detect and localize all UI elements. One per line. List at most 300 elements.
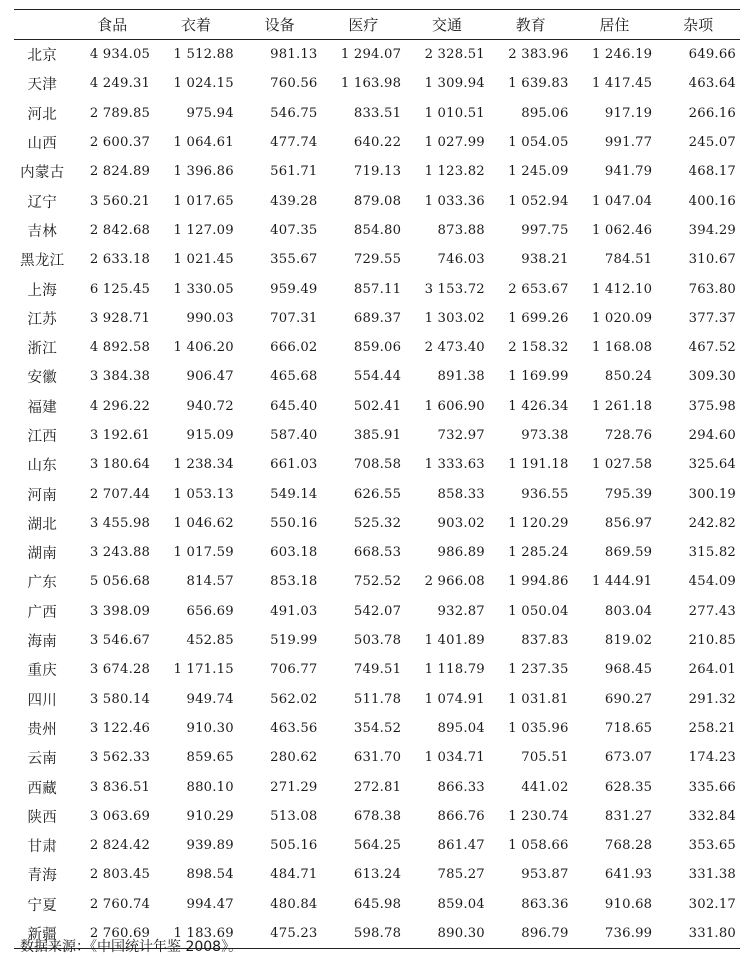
value-cell: 859.06	[353, 340, 402, 356]
table-row	[14, 479, 740, 508]
value-cell: 2 803.45	[89, 867, 151, 883]
value-cell: 549.14	[270, 486, 318, 502]
value-cell: 502.41	[353, 398, 402, 414]
value-cell: 468.17	[688, 164, 736, 180]
value-cell: 6 125.45	[89, 281, 151, 297]
value-cell: 309.30	[688, 369, 736, 385]
header-cell: 食品	[70, 10, 154, 40]
consumption-table	[14, 9, 740, 949]
value-cell: 2 789.85	[89, 105, 151, 121]
table-row	[14, 392, 740, 421]
value-cell: 859.65	[186, 750, 234, 766]
table-row	[14, 538, 740, 567]
region-name: 广东	[27, 575, 57, 592]
region-name: 西藏	[27, 780, 57, 797]
value-cell: 1 050.04	[508, 603, 569, 619]
value-cell: 1 062.46	[591, 222, 653, 238]
value-cell: 784.51	[604, 252, 653, 268]
table-row	[14, 597, 740, 626]
value-cell: 850.24	[604, 369, 653, 385]
value-cell: 895.04	[437, 720, 485, 736]
value-cell: 861.47	[437, 838, 485, 854]
table-row	[14, 802, 740, 831]
value-cell: 3 455.98	[89, 515, 151, 531]
value-cell: 439.28	[270, 193, 318, 209]
value-cell: 400.16	[688, 193, 736, 209]
header-cell: 设备	[238, 10, 322, 40]
value-cell: 3 562.33	[89, 750, 151, 766]
region-name: 贵州	[27, 721, 57, 738]
table-row	[14, 685, 740, 714]
value-cell: 2 966.08	[424, 574, 485, 590]
value-cell: 1 426.34	[508, 398, 569, 414]
value-cell: 866.76	[437, 808, 485, 824]
value-cell: 866.33	[437, 779, 485, 795]
value-cell: 1 047.04	[591, 193, 653, 209]
value-cell: 1 309.94	[424, 76, 485, 92]
region-name: 江西	[27, 429, 57, 445]
value-cell: 831.27	[604, 808, 653, 824]
value-cell: 2 760.69	[70, 919, 154, 949]
data-source-note: 数据来源：《中国统计年鉴 2008》。	[20, 939, 243, 955]
value-cell: 1 054.05	[508, 135, 569, 151]
value-cell: 854.80	[353, 222, 402, 238]
value-cell: 1 261.18	[591, 398, 653, 414]
value-cell: 910.29	[186, 808, 234, 824]
value-cell: 513.08	[270, 808, 318, 824]
value-cell: 1 606.90	[424, 398, 485, 414]
value-cell: 645.98	[353, 896, 402, 912]
value-cell: 2 328.51	[424, 47, 485, 63]
value-cell: 837.83	[521, 633, 569, 649]
value-cell: 628.35	[604, 779, 653, 795]
value-cell: 511.78	[353, 691, 402, 707]
table-row	[14, 99, 740, 128]
value-cell: 649.66	[688, 47, 736, 63]
region-name: 海南	[27, 634, 57, 651]
header-cell: 杂项	[656, 10, 740, 40]
value-cell: 1 401.89	[424, 633, 485, 649]
value-cell: 1 034.71	[424, 750, 485, 766]
value-cell: 873.88	[437, 222, 485, 238]
value-cell: 1 303.02	[424, 310, 485, 326]
value-cell: 1 058.66	[508, 838, 569, 854]
table-row	[14, 421, 740, 450]
value-cell: 1 191.18	[508, 457, 569, 473]
value-cell: 2 824.42	[89, 838, 151, 854]
table-row	[14, 245, 740, 274]
value-cell: 1 994.86	[508, 574, 569, 590]
region-name: 重庆	[27, 663, 57, 680]
value-cell: 645.40	[270, 398, 318, 414]
value-cell: 1 035.96	[508, 720, 569, 736]
header-cell: 教育	[489, 10, 573, 40]
value-cell: 729.55	[353, 252, 402, 268]
header-cell: 交通	[405, 10, 489, 40]
value-cell: 550.16	[270, 515, 318, 531]
table-row	[14, 655, 740, 684]
table-row	[14, 186, 740, 215]
region-name: 山东	[27, 458, 57, 475]
consumption-table-container	[14, 9, 740, 949]
region-name: 山西	[27, 136, 57, 153]
value-cell: 640.22	[353, 135, 402, 151]
region-name: 浙江	[27, 341, 57, 358]
value-cell: 2 707.44	[89, 486, 151, 502]
value-cell: 898.54	[186, 867, 234, 883]
value-cell: 475.23	[238, 919, 322, 949]
value-cell: 564.25	[353, 838, 402, 854]
value-cell: 879.08	[353, 193, 402, 209]
value-cell: 1 027.99	[424, 135, 485, 151]
value-cell: 467.52	[688, 340, 736, 356]
table-row	[14, 743, 740, 772]
value-cell: 973.38	[521, 428, 569, 443]
value-cell: 668.53	[353, 545, 402, 561]
table-row	[14, 714, 740, 743]
value-cell: 949.74	[186, 691, 234, 707]
table-row	[14, 128, 740, 157]
value-cell: 587.40	[270, 428, 318, 443]
region-name: 宁夏	[27, 897, 57, 914]
value-cell: 2 633.18	[89, 252, 151, 268]
value-cell: 746.03	[437, 252, 485, 268]
value-cell: 3 560.21	[89, 193, 151, 209]
value-cell: 210.85	[688, 633, 736, 649]
value-cell: 990.03	[186, 310, 234, 326]
table-row	[14, 831, 740, 860]
value-cell: 689.37	[353, 310, 402, 326]
value-cell: 310.67	[688, 252, 736, 268]
value-cell: 856.97	[604, 515, 653, 531]
value-cell: 1 053.13	[173, 486, 234, 502]
value-cell: 706.77	[270, 662, 318, 678]
value-cell: 465.68	[270, 369, 318, 385]
value-cell: 505.16	[270, 838, 318, 854]
value-cell: 895.06	[521, 105, 569, 121]
value-cell: 3 836.51	[89, 779, 151, 795]
value-cell: 1 163.98	[340, 76, 402, 92]
value-cell: 903.02	[437, 515, 485, 531]
value-cell: 1 639.83	[508, 76, 569, 92]
value-cell: 3 928.71	[89, 310, 151, 326]
value-cell: 910.30	[186, 720, 234, 736]
value-cell: 666.02	[270, 340, 318, 356]
region-name: 青海	[27, 868, 57, 885]
value-cell: 280.62	[270, 750, 318, 766]
value-cell: 1 246.19	[591, 47, 653, 63]
value-cell: 719.13	[353, 164, 402, 180]
value-cell: 2 473.40	[424, 340, 485, 356]
region-name: 江苏	[27, 311, 57, 328]
value-cell: 673.07	[604, 750, 653, 766]
header-region-column	[14, 10, 70, 40]
value-cell: 258.21	[688, 720, 736, 736]
header-cell: 医疗	[322, 10, 406, 40]
value-cell: 1 052.94	[508, 193, 569, 209]
value-cell: 941.79	[604, 164, 653, 180]
value-cell: 768.28	[604, 838, 653, 854]
value-cell: 975.94	[186, 105, 234, 121]
value-cell: 463.56	[270, 720, 318, 736]
value-cell: 1 127.09	[173, 222, 234, 238]
value-cell: 728.76	[604, 428, 653, 443]
region-name: 湖南	[27, 546, 57, 563]
value-cell: 291.32	[688, 691, 736, 707]
value-cell: 661.03	[270, 457, 318, 473]
value-cell: 3 063.69	[89, 808, 151, 824]
value-cell: 1 245.09	[508, 164, 569, 180]
table-row	[14, 69, 740, 98]
value-cell: 441.02	[521, 779, 569, 795]
value-cell: 1 230.74	[508, 808, 569, 824]
value-cell: 932.87	[437, 603, 485, 619]
value-cell: 332.84	[688, 808, 736, 824]
value-cell: 814.57	[186, 574, 234, 590]
region-name: 辽宁	[27, 194, 57, 211]
table-row	[14, 450, 740, 479]
region-name: 北京	[27, 48, 57, 65]
value-cell: 2 842.68	[89, 222, 151, 238]
value-cell: 3 398.09	[89, 603, 151, 619]
value-cell: 2 158.32	[508, 340, 569, 356]
region-name: 福建	[27, 399, 57, 416]
value-cell: 953.87	[521, 867, 569, 883]
value-cell: 353.65	[688, 838, 736, 854]
value-cell: 896.79	[489, 919, 573, 949]
region-name: 河北	[27, 106, 57, 123]
value-cell: 3 243.88	[89, 545, 151, 561]
region-name: 内蒙古	[20, 165, 65, 182]
value-cell: 1 237.35	[508, 662, 569, 678]
value-cell: 454.09	[688, 574, 736, 590]
value-cell: 1 024.15	[173, 76, 234, 92]
value-cell: 1 046.62	[173, 515, 234, 531]
value-cell: 997.75	[521, 222, 569, 238]
value-cell: 377.37	[688, 310, 736, 326]
value-cell: 656.69	[186, 603, 234, 619]
value-cell: 1 406.20	[173, 340, 234, 356]
table-row	[14, 216, 740, 245]
value-cell: 3 674.28	[89, 662, 151, 678]
value-cell: 335.66	[688, 779, 736, 795]
value-cell: 1 699.26	[508, 310, 569, 326]
value-cell: 1 120.29	[508, 515, 569, 531]
value-cell: 1 238.34	[173, 457, 234, 473]
value-cell: 1 010.51	[424, 105, 485, 121]
value-cell: 562.02	[270, 691, 318, 707]
value-cell: 991.77	[604, 135, 653, 151]
value-cell: 863.36	[521, 896, 569, 912]
value-cell: 707.31	[270, 310, 318, 326]
value-cell: 554.44	[353, 369, 402, 385]
value-cell: 1 027.58	[591, 457, 653, 473]
value-cell: 1 033.36	[424, 193, 485, 209]
value-cell: 2 653.67	[508, 281, 569, 297]
region-name: 陕西	[27, 809, 57, 826]
table-row	[14, 509, 740, 538]
value-cell: 331.80	[656, 919, 740, 949]
value-cell: 407.35	[270, 222, 318, 238]
value-cell: 906.47	[186, 369, 234, 385]
region-name: 新疆	[14, 919, 70, 949]
value-cell: 542.07	[353, 603, 402, 619]
value-cell: 4 296.22	[89, 398, 151, 414]
value-cell: 858.33	[437, 486, 485, 502]
value-cell: 613.24	[353, 867, 402, 883]
value-cell: 785.27	[437, 867, 485, 883]
region-name: 广西	[27, 604, 57, 621]
table-body	[14, 40, 740, 949]
value-cell: 519.99	[270, 633, 318, 649]
value-cell: 981.13	[270, 47, 318, 63]
value-cell: 3 122.46	[89, 720, 151, 736]
value-cell: 5 056.68	[89, 574, 151, 590]
value-cell: 859.04	[437, 896, 485, 912]
value-cell: 1 512.88	[173, 47, 234, 63]
value-cell: 1 183.69	[154, 919, 238, 949]
value-cell: 1 031.81	[508, 691, 569, 707]
value-cell: 880.10	[186, 779, 234, 795]
value-cell: 938.21	[521, 252, 569, 268]
value-cell: 546.75	[270, 105, 318, 121]
value-cell: 1 017.65	[173, 193, 234, 209]
region-name: 四川	[27, 692, 57, 709]
table-row	[14, 772, 740, 801]
value-cell: 3 580.14	[89, 691, 151, 707]
value-cell: 385.91	[353, 428, 402, 443]
value-cell: 272.81	[353, 779, 402, 795]
value-cell: 1 118.79	[424, 662, 485, 678]
value-cell: 910.68	[604, 896, 653, 912]
value-cell: 1 168.08	[591, 340, 653, 356]
value-cell: 1 285.24	[508, 545, 569, 561]
value-cell: 1 330.05	[173, 281, 234, 297]
value-cell: 603.18	[270, 545, 318, 561]
value-cell: 915.09	[186, 428, 234, 443]
value-cell: 803.04	[604, 603, 653, 619]
value-cell: 4 249.31	[89, 76, 151, 92]
value-cell: 598.78	[322, 919, 406, 949]
value-cell: 890.30	[405, 919, 489, 949]
table-row	[14, 567, 740, 596]
value-cell: 484.71	[270, 867, 318, 883]
value-cell: 294.60	[688, 428, 736, 443]
region-name: 河南	[27, 487, 57, 504]
value-cell: 3 180.64	[89, 457, 151, 473]
value-cell: 994.47	[186, 896, 234, 912]
value-cell: 968.45	[604, 662, 653, 678]
value-cell: 3 153.72	[424, 281, 485, 297]
value-cell: 302.17	[688, 896, 736, 912]
value-cell: 463.64	[688, 76, 736, 92]
region-name: 黑龙江	[20, 253, 65, 270]
value-cell: 245.07	[688, 135, 736, 151]
table-row	[14, 333, 740, 362]
value-cell: 491.03	[270, 603, 318, 619]
value-cell: 1 417.45	[591, 76, 653, 92]
value-cell: 936.55	[521, 486, 569, 502]
value-cell: 891.38	[437, 369, 485, 385]
value-cell: 375.98	[688, 398, 736, 414]
region-name: 上海	[27, 282, 57, 299]
value-cell: 1 333.63	[424, 457, 485, 473]
value-cell: 264.01	[688, 662, 736, 678]
value-cell: 4 934.05	[89, 47, 151, 63]
table-row	[14, 860, 740, 889]
value-cell: 2 760.74	[89, 896, 151, 912]
region-name: 安徽	[27, 370, 57, 387]
value-cell: 2 383.96	[508, 47, 569, 63]
value-cell: 561.71	[270, 164, 318, 180]
value-cell: 678.38	[353, 808, 402, 824]
value-cell: 833.51	[353, 105, 402, 121]
value-cell: 718.65	[604, 720, 653, 736]
value-cell: 354.52	[353, 720, 402, 736]
value-cell: 1 294.07	[340, 47, 402, 63]
value-cell: 452.85	[186, 633, 234, 649]
region-name: 天津	[27, 77, 57, 94]
table-header	[14, 10, 740, 40]
value-cell: 477.74	[270, 135, 318, 151]
value-cell: 819.02	[604, 633, 653, 649]
value-cell: 266.16	[688, 105, 736, 121]
value-cell: 271.29	[270, 779, 318, 795]
value-cell: 1 171.15	[173, 662, 234, 678]
value-cell: 869.59	[604, 545, 653, 561]
value-cell: 3 192.61	[89, 428, 151, 443]
region-name: 甘肃	[27, 839, 57, 856]
header-cell: 衣着	[154, 10, 238, 40]
value-cell: 752.52	[353, 574, 402, 590]
value-cell: 626.55	[353, 486, 402, 502]
value-cell: 690.27	[604, 691, 653, 707]
value-cell: 277.43	[688, 603, 736, 619]
table-row	[14, 304, 740, 333]
table-row	[14, 157, 740, 186]
value-cell: 853.18	[270, 574, 318, 590]
value-cell: 1 021.45	[173, 252, 234, 268]
table-row	[14, 626, 740, 655]
value-cell: 2 824.89	[89, 164, 151, 180]
value-cell: 705.51	[521, 750, 569, 766]
value-cell: 1 020.09	[591, 310, 653, 326]
value-cell: 1 074.91	[424, 691, 485, 707]
header-row	[14, 10, 740, 40]
value-cell: 857.11	[353, 281, 402, 297]
value-cell: 795.39	[604, 486, 653, 502]
value-cell: 1 064.61	[173, 135, 234, 151]
value-cell: 1 444.91	[591, 574, 653, 590]
value-cell: 355.67	[270, 252, 318, 268]
value-cell: 1 123.82	[424, 164, 485, 180]
value-cell: 394.29	[688, 222, 736, 238]
value-cell: 300.19	[688, 486, 736, 502]
value-cell: 1 396.86	[173, 164, 234, 180]
table-row	[14, 40, 740, 70]
value-cell: 736.99	[573, 919, 657, 949]
region-name: 云南	[27, 751, 57, 768]
value-cell: 760.56	[270, 76, 318, 92]
value-cell: 939.89	[186, 838, 234, 854]
value-cell: 174.23	[688, 750, 736, 766]
value-cell: 242.82	[688, 515, 736, 531]
value-cell: 315.82	[688, 545, 736, 561]
value-cell: 1 169.99	[508, 369, 569, 385]
table-row	[14, 362, 740, 391]
value-cell: 749.51	[353, 662, 402, 678]
value-cell: 1 017.59	[173, 545, 234, 561]
